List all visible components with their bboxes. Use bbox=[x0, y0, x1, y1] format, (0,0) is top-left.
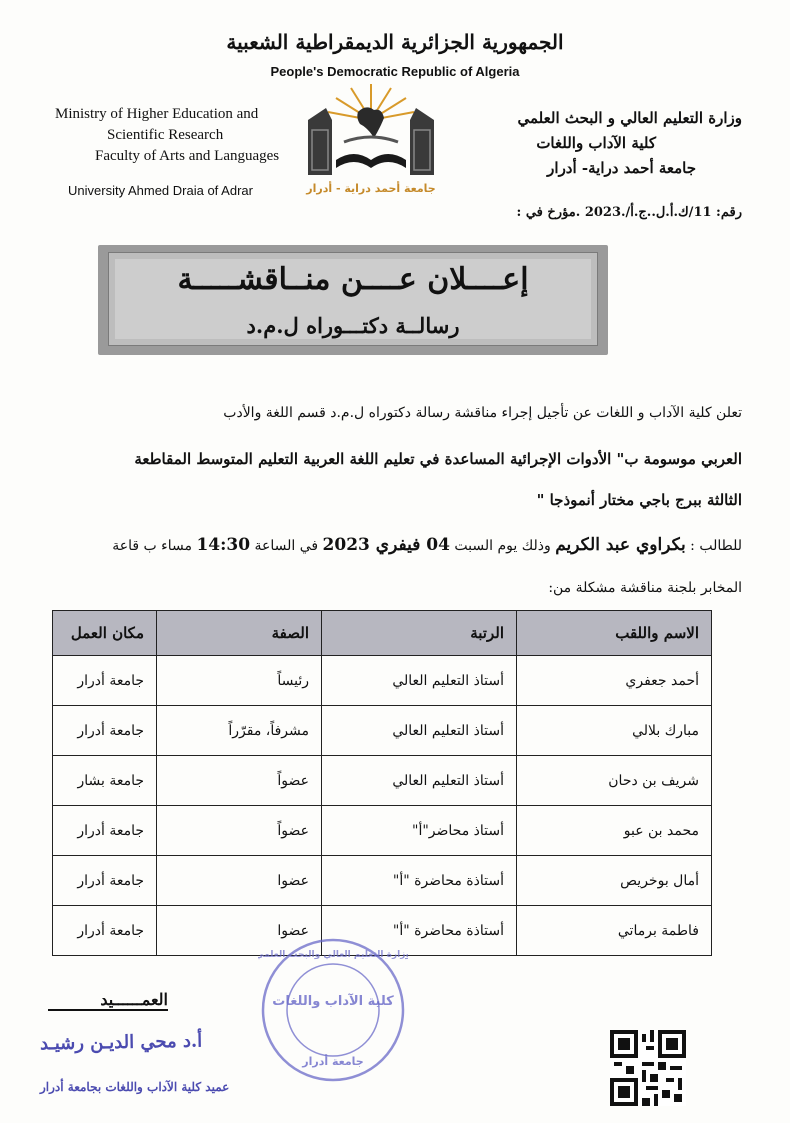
paragraph-4 bbox=[42, 535, 742, 555]
qr-code bbox=[610, 1030, 686, 1106]
time-label: في الساعة bbox=[250, 538, 323, 554]
cell-workplace: جامعة أدرار bbox=[53, 856, 157, 906]
committee-table bbox=[52, 610, 712, 956]
ministry-arabic: وزارة التعليم العالي و البحث العلمي bbox=[517, 109, 742, 127]
cell-role: عضواً bbox=[157, 756, 322, 806]
paragraph-1: تعلن كلية الآداب و اللغات عن تأجيل إجراء مناقشة رسالة دكتوراه ل.م.د قسم اللغة والأدب bbox=[223, 405, 742, 421]
cell-name: مبارك بلالي bbox=[517, 706, 712, 756]
cell-workplace: جامعة أدرار bbox=[53, 806, 157, 856]
table-row bbox=[53, 856, 712, 906]
svg-text:جامعة أدرار: جامعة أدرار bbox=[302, 1055, 364, 1068]
header-workplace: مكان العمل bbox=[53, 611, 157, 656]
defense-time: 14:30 bbox=[196, 535, 251, 555]
cell-rank: أستاذ محاضر"أ" bbox=[322, 806, 517, 856]
svg-text:جامعة أحمد دراية - أدرار: جامعة أحمد دراية - أدرار bbox=[306, 182, 436, 195]
paragraph-2: العربي موسومة ب" الأدوات الإجرائية المساعدة في تعليم اللغة العربية التعليم المتوسط المقاطعة bbox=[134, 450, 742, 468]
cell-name: شريف بن دحان bbox=[517, 756, 712, 806]
defense-date: 04 فيفري 2023 bbox=[322, 535, 450, 555]
table-row bbox=[53, 656, 712, 706]
cell-role: عضوا bbox=[157, 856, 322, 906]
cell-role: عضوا bbox=[157, 906, 322, 956]
ministry-english-block bbox=[55, 104, 279, 167]
student-label: للطالب : bbox=[685, 538, 742, 554]
cell-rank: أستاذ التعليم العالي bbox=[322, 706, 517, 756]
paragraph-5: المخابر بلجنة مناقشة مشكلة من: bbox=[548, 580, 742, 596]
cell-name: فاطمة برماتي bbox=[517, 906, 712, 956]
cell-role: رئيساً bbox=[157, 656, 322, 706]
ministry-line-2: Scientific Research bbox=[107, 127, 224, 143]
faculty-arabic: كلية الآداب واللغات bbox=[536, 134, 656, 152]
faculty-english: Faculty of Arts and Languages bbox=[95, 148, 280, 164]
ministry-arabic-block bbox=[518, 106, 743, 181]
university-english: University Ahmed Draia of Adrar bbox=[68, 183, 253, 198]
cell-name: أحمد جعفري bbox=[517, 656, 712, 706]
svg-text:كلية الآداب واللغات: كلية الآداب واللغات bbox=[272, 994, 394, 1009]
cell-rank: أستاذة محاضرة "أ" bbox=[322, 906, 517, 956]
cell-name: أمال بوخريص bbox=[517, 856, 712, 906]
cell-workplace: جامعة بشار bbox=[53, 756, 157, 806]
dean-title: العمــــــيد bbox=[48, 990, 168, 1011]
student-name: بكراوي عبد الكريم bbox=[555, 535, 686, 555]
university-arabic: جامعة أحمد دراية- أدرار bbox=[547, 159, 696, 177]
room-text: مساء ب قاعة bbox=[112, 538, 197, 554]
paragraph-3: الثالثة ببرج باجي مختار أنموذجا " bbox=[536, 491, 742, 509]
cell-rank: أستاذة محاضرة "أ" bbox=[322, 856, 517, 906]
cell-role: عضواً bbox=[157, 806, 322, 856]
dean-signature-name: أ.د محي الديـن رشيـد bbox=[39, 1030, 203, 1055]
header-rank: الرتبة bbox=[322, 611, 517, 656]
dean-stamp-subtitle: عميد كلية الآداب واللغات بجامعة أدرار bbox=[40, 1080, 230, 1094]
svg-text:وزارة التعليم العالي والبحث ال: وزارة التعليم العالي والبحث العلمي bbox=[258, 950, 408, 960]
table-header-row bbox=[53, 611, 712, 656]
table-row bbox=[53, 756, 712, 806]
header-name: الاسم واللقب bbox=[517, 611, 712, 656]
cell-rank: أستاذ التعليم العالي bbox=[322, 656, 517, 706]
cell-workplace: جامعة أدرار bbox=[53, 906, 157, 956]
republic-title-arabic: الجمهورية الجزائرية الديمقراطية الشعبية bbox=[226, 30, 564, 54]
ministry-line-1: Ministry of Higher Education and bbox=[55, 106, 259, 122]
banner-subtitle: رسالــة دكتـــوراه ل.م.د bbox=[246, 313, 460, 338]
day-text: وذلك يوم السبت bbox=[449, 538, 556, 554]
republic-title-english: People's Democratic Republic of Algeria bbox=[270, 64, 520, 79]
faculty-seal-stamp bbox=[258, 935, 408, 1085]
cell-workplace: جامعة أدرار bbox=[53, 656, 157, 706]
header-role: الصفة bbox=[157, 611, 322, 656]
cell-workplace: جامعة أدرار bbox=[53, 706, 157, 756]
university-logo bbox=[296, 80, 446, 200]
table-row bbox=[53, 806, 712, 856]
banner-title: إعــــلان عــــن منــاقشـــــة bbox=[177, 262, 529, 297]
cell-rank: أستاذ التعليم العالي bbox=[322, 756, 517, 806]
reference-number: رقم: 11/ك.أ.ل..ج.أ/.2023 .مؤرخ في : bbox=[516, 205, 742, 220]
cell-role: مشرفاً، مقرّراً bbox=[157, 706, 322, 756]
cell-name: محمد بن عبو bbox=[517, 806, 712, 856]
table-row bbox=[53, 706, 712, 756]
